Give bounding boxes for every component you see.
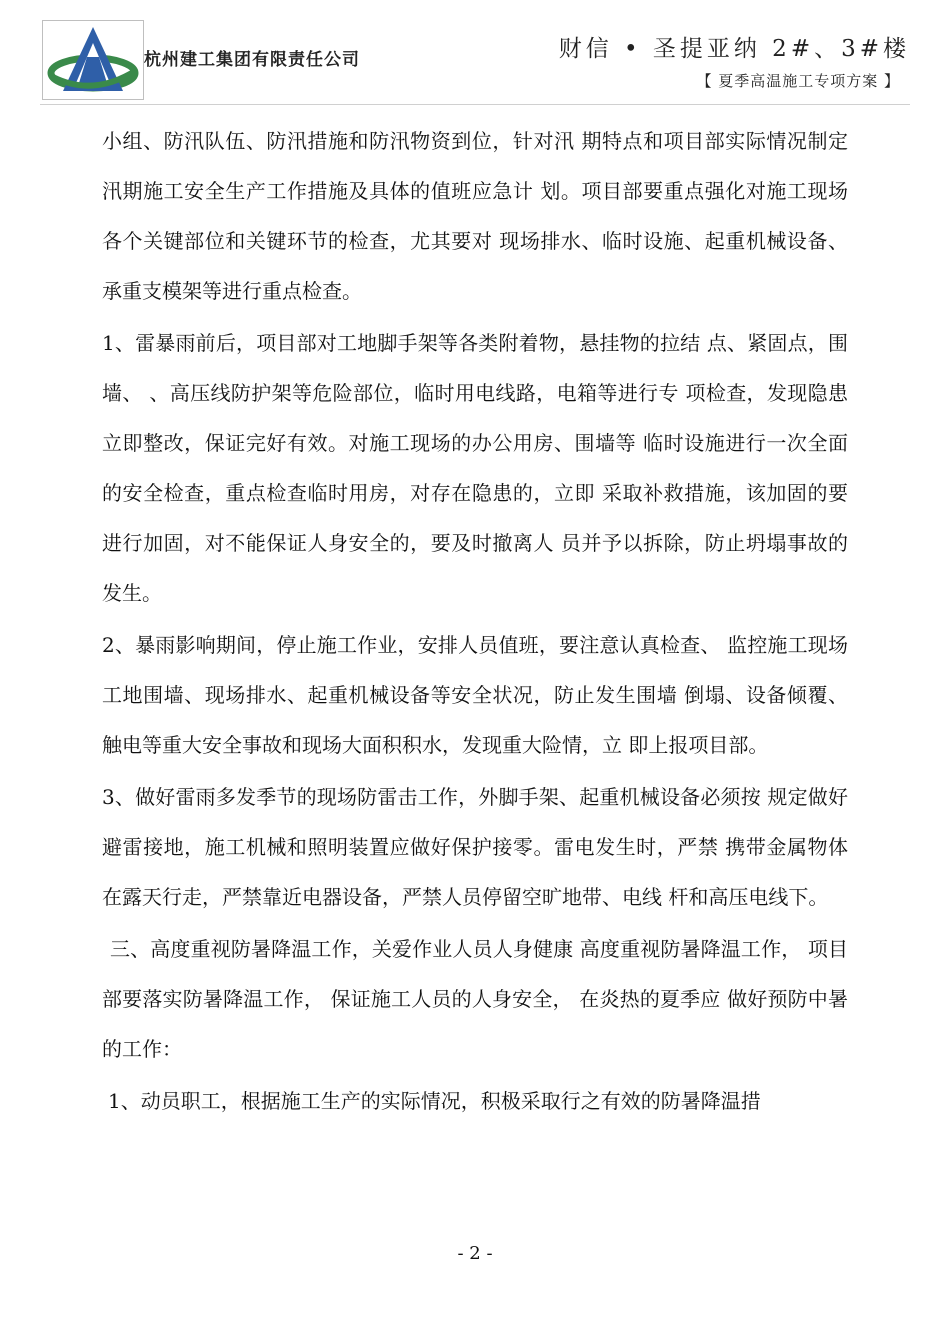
- section-heading-paragraph: 三、高度重视防暑降温工作，关爱作业人员人身健康 高度重视防暑降温工作， 项目部要落实防暑降温工作， 保证施工人员的人身安全， 在炎热的夏季应 做好预防中暑的工作：: [102, 937, 848, 1061]
- project-title: 财信 • 圣提亚纳 2#、3#楼: [558, 36, 910, 62]
- document-body: [102, 116, 848, 1128]
- paragraph: 小组、防汛队伍、防汛措施和防汛物资到位，针对汛 期特点和项目部实际情况制定汛期施工安全生产工作措施及具体的值班应急计 划。项目部要重点强化对施工现场各个关键部位和关键环节的检查，尤其要对 现场排水、临时设施、起重机械设备、承重支模架等进行重点检查。: [102, 129, 848, 303]
- paragraph: 2、暴雨影响期间，停止施工作业，安排人员值班，要注意认真检查、 监控施工现场工地围墙、现场排水、起重机械设备等安全状况，防止发生围墙 倒塌、设备倾覆、触电等重大安全事故和现场大面积积水，发现重大险情，立 即上报项目部。: [102, 633, 848, 757]
- page-number: - 2 -: [457, 1243, 493, 1264]
- paragraph: 1、动员职工，根据施工生产的实际情况，积极采取行之有效的防暑降温措: [108, 1089, 761, 1113]
- company-logo: [42, 20, 144, 100]
- header-divider: [40, 104, 910, 105]
- document-subtitle: 【 夏季高温施工专项方案 】: [696, 72, 900, 90]
- triangle-oval-logo-icon: [43, 21, 143, 99]
- paragraph: 3、做好雷雨多发季节的现场防雷击工作，外脚手架、起重机械设备必须按 规定做好避雷接地，施工机械和照明装置应做好保护接零。雷电发生时，严禁 携带金属物体在露天行走，严禁靠近电器设备，严禁人员停留空旷地带、电线 杆和高压电线下。: [102, 785, 848, 909]
- paragraph: 1、雷暴雨前后，项目部对工地脚手架等各类附着物，悬挂物的拉结 点、紧固点，围墙、 、高压线防护架等危险部位，临时用电线路，电箱等进行专 项检查，发现隐患立即整改，保证完好有效。对施工现场的办公用房、围墙等 临时设施进行一次全面的安全检查，重点检查临时用房，对存在隐患的，立即 采取补救措施，该加固的要进行加固，对不能保证人身安全的，要及时撤离人 员并予以拆除，防止坍塌事故的发生。: [102, 331, 848, 605]
- company-name: 杭州建工集团有限责任公司: [144, 50, 360, 70]
- page-header: [40, 18, 910, 102]
